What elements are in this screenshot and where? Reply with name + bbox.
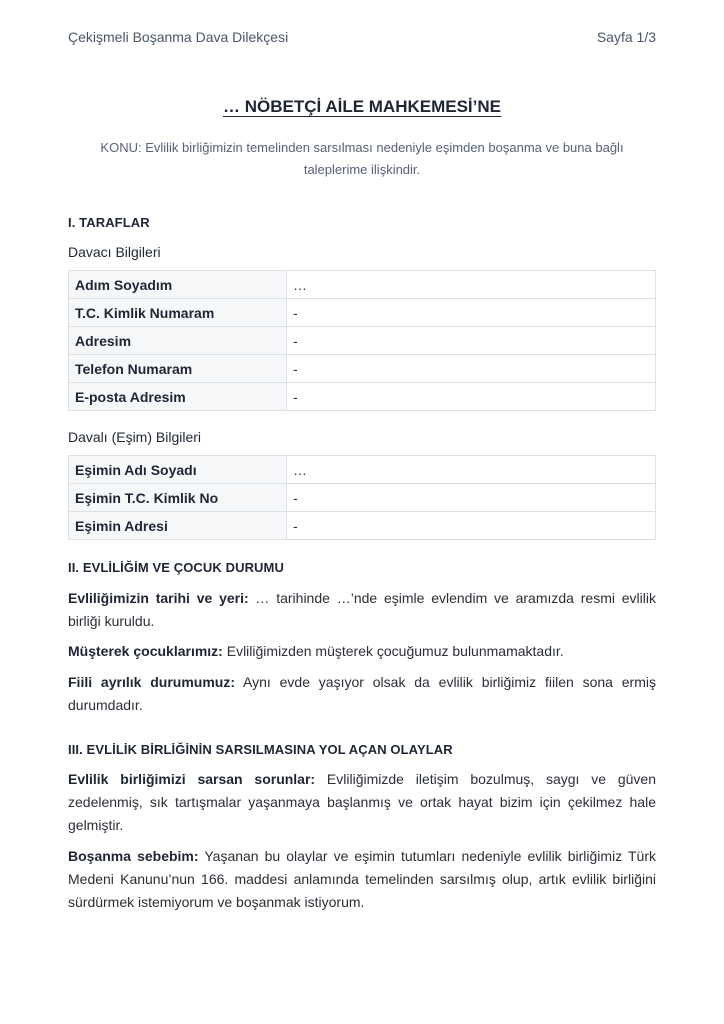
paragraph-text: … tarihinde …’nde eşimle evlendim ve aramızda resmi evlilik birliği kuruldu. [68, 590, 656, 629]
table-row [69, 456, 656, 484]
table-row [69, 271, 656, 299]
plaintiff-table [68, 270, 656, 411]
table-row [69, 355, 656, 383]
paragraph [68, 640, 656, 663]
field-label: Adım Soyadım [69, 271, 287, 299]
table-row [69, 484, 656, 512]
paragraph-label: Müşterek çocuklarımız: [68, 643, 223, 659]
field-value: - [287, 327, 656, 355]
field-label: E-posta Adresim [69, 383, 287, 411]
plaintiff-heading: Davacı Bilgileri [68, 244, 161, 260]
defendant-table [68, 455, 656, 540]
table-row [69, 383, 656, 411]
table-row [69, 327, 656, 355]
paragraph [68, 845, 656, 914]
paragraph [68, 671, 656, 717]
paragraph-text: Evliliğimizden müşterek çocuğumuz bulunmamaktadır. [222, 643, 564, 659]
paragraph-text: Evliliğimizde iletişim bozulmuş, saygı ve güven zedelenmiş, sık tartışmalar yaşanmaya başlanmış ve ortak hayat bizim için çekilmez hale gelmiştir. [68, 771, 657, 833]
paragraph [68, 587, 656, 633]
document-title: Çekişmeli Boşanma Dava Dilekçesi [68, 29, 289, 45]
paragraph-label: Evlilik birliğimizi sarsan sorunlar: [68, 771, 316, 787]
field-value: - [287, 383, 656, 411]
field-value: - [287, 299, 656, 327]
field-label: T.C. Kimlik Numaram [69, 299, 287, 327]
field-value: - [287, 484, 656, 512]
court-title [0, 97, 724, 117]
field-label: Eşimin Adı Soyadı [69, 456, 287, 484]
field-value: - [287, 512, 656, 540]
field-value: … [287, 456, 656, 484]
court-name: … NÖBETÇİ AİLE MAHKEMESİ’NE [223, 97, 501, 116]
section-2-title: II. EVLİLİĞİM VE ÇOCUK DURUMU [68, 560, 284, 575]
field-label: Telefon Numaram [69, 355, 287, 383]
section-3-title: III. EVLİLİK BİRLİĞİNİN SARSILMASINA YOL AÇAN OLAYLAR [68, 742, 453, 757]
paragraph-label: Evliliğimizin tarihi ve yeri: [68, 590, 249, 606]
paragraph [68, 768, 656, 837]
field-label: Eşimin Adresi [69, 512, 287, 540]
field-label: Eşimin T.C. Kimlik No [69, 484, 287, 512]
page-number: Sayfa 1/3 [596, 29, 656, 45]
paragraph-label: Fiili ayrılık durumumuz: [68, 674, 235, 690]
field-value: - [287, 355, 656, 383]
paragraph-label: Boşanma sebebim: [68, 848, 199, 864]
table-row [69, 299, 656, 327]
field-value: … [287, 271, 656, 299]
section-1-title: I. TARAFLAR [68, 215, 150, 230]
defendant-heading: Davalı (Eşim) Bilgileri [68, 429, 202, 445]
subject-text: KONU: Evlilik birliğimizin temelinden sarsılması nedeniyle eşimden boşanma ve buna bağlı taleplerime ilişkindir. [100, 140, 624, 177]
page-header [68, 29, 656, 45]
table-row [69, 512, 656, 540]
paragraph-text: Aynı evde yaşıyor olsak da evlilik birliğimiz fiilen sona ermiş durumdadır. [68, 674, 656, 713]
paragraph-text: Yaşanan bu olaylar ve eşimin tutumları nedeniyle evlilik birliğimiz Türk Medeni Kanunu’nun 166. maddesi anlamında temelinden sarsılmış olup, artık evlilik birliğini sürdürmek istemiyorum ve boşanmak istiyorum. [68, 848, 657, 910]
field-label: Adresim [69, 327, 287, 355]
